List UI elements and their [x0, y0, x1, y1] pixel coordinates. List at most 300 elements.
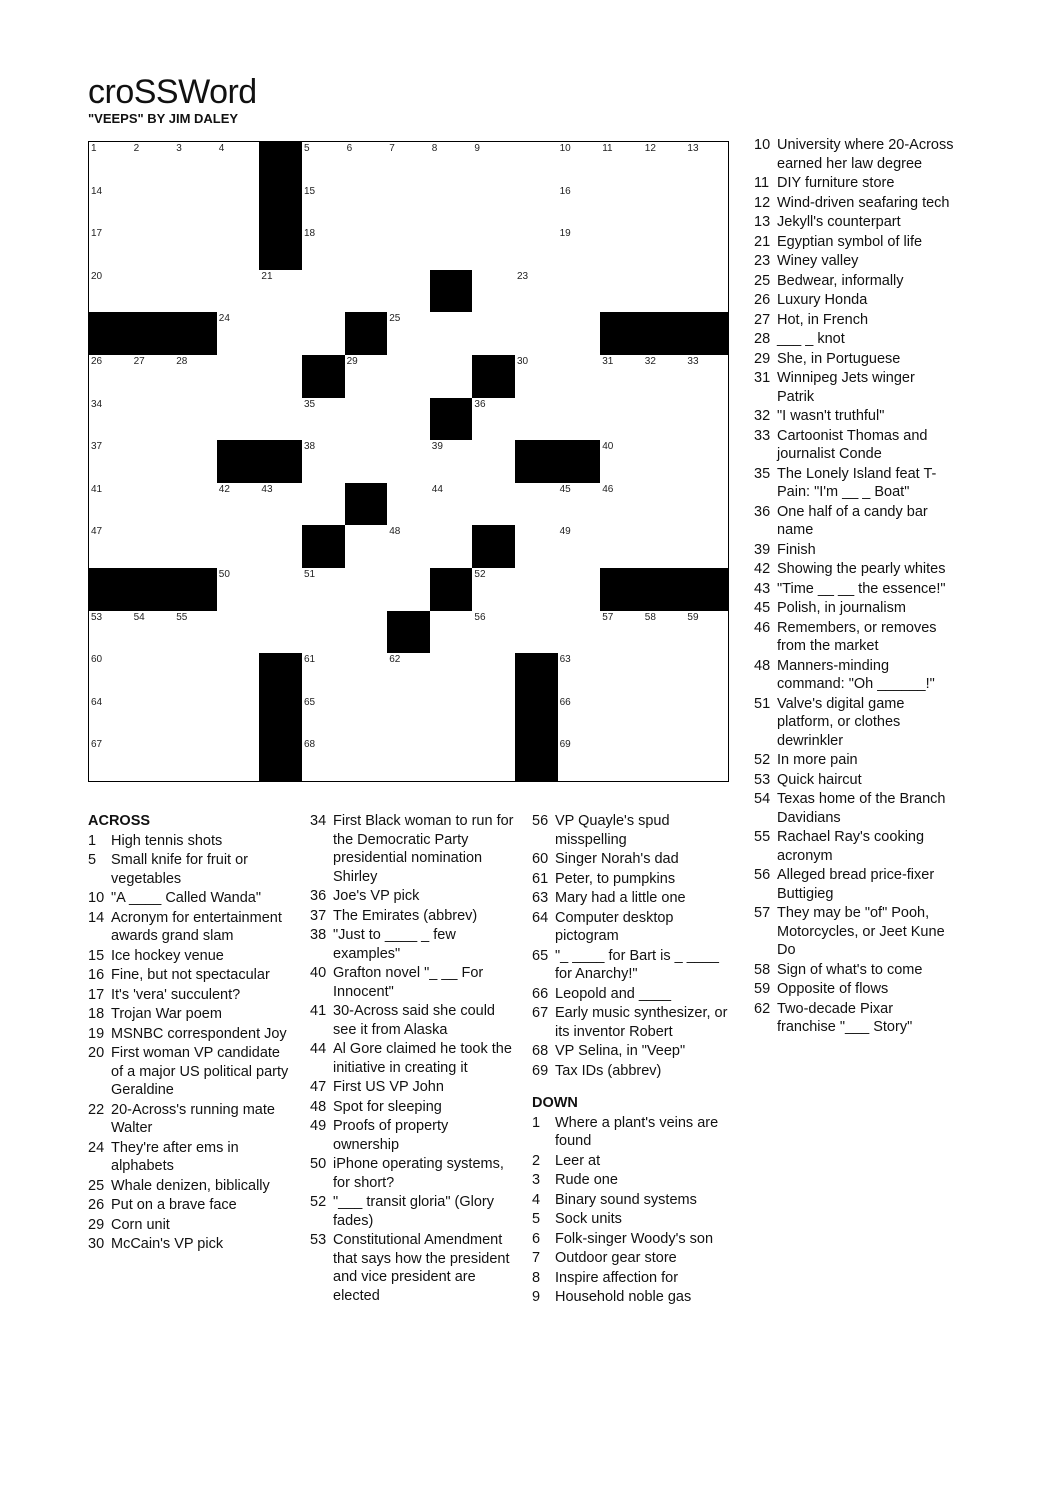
grid-cell[interactable] — [259, 312, 303, 356]
clue-number: 15 — [88, 947, 105, 964]
clue-number: 22 — [88, 1101, 105, 1118]
clue-number: 34 — [310, 813, 327, 829]
cell-number: 4 — [218, 143, 225, 154]
grid-cell[interactable] — [600, 270, 644, 314]
grid-cell[interactable] — [174, 355, 218, 399]
grid-cell[interactable] — [387, 355, 431, 399]
grid-cell[interactable] — [685, 440, 728, 484]
grid-cell[interactable] — [600, 525, 644, 569]
clue-item — [88, 1196, 293, 1215]
grid-cell[interactable] — [643, 398, 687, 442]
clue-text: Peter, to pumpkins — [555, 870, 676, 887]
clue-text: It's 'vera' succulent? — [111, 986, 241, 1003]
grid-cell[interactable] — [472, 185, 516, 229]
cell-number: 29 — [346, 356, 358, 367]
clue-item — [754, 657, 954, 694]
clue-item — [532, 909, 737, 946]
clue-item — [310, 887, 515, 906]
clue-number: 49 — [310, 1118, 327, 1134]
clue-item — [754, 136, 954, 173]
grid-cell[interactable] — [132, 270, 176, 314]
clue-text: 30-Across said she could see it from Alaska — [333, 1003, 495, 1038]
grid-cell[interactable] — [89, 738, 133, 781]
cell-number: 9 — [474, 143, 480, 154]
grid-cell[interactable] — [685, 738, 728, 781]
grid-cell[interactable] — [558, 738, 602, 781]
clue-item — [88, 889, 293, 908]
grid-cell[interactable] — [387, 270, 431, 314]
grid-cell[interactable] — [345, 440, 389, 484]
grid-cell[interactable] — [472, 312, 516, 356]
clue-item — [532, 1191, 737, 1210]
grid-cell[interactable] — [132, 398, 176, 442]
grid-cell[interactable] — [387, 227, 431, 271]
grid-cell[interactable] — [259, 611, 303, 655]
clue-item — [88, 966, 293, 985]
grid-cell[interactable] — [558, 525, 602, 569]
clue-item — [754, 751, 954, 770]
clue-number: 48 — [310, 1098, 327, 1115]
clue-number: 69 — [532, 1062, 549, 1079]
clue-number: 8 — [532, 1269, 541, 1286]
grid-cell[interactable] — [132, 185, 176, 229]
cell-number: 34 — [91, 398, 103, 410]
clue-text: Valve's digital game platform, or clothes dewrinkler — [777, 695, 905, 749]
grid-cell[interactable] — [302, 611, 346, 655]
grid-cell[interactable] — [387, 185, 431, 229]
grid-cell[interactable] — [430, 440, 474, 484]
grid-cell[interactable] — [472, 227, 516, 271]
grid-cell[interactable] — [558, 696, 602, 740]
cell-number: 46 — [602, 483, 614, 495]
grid-cell[interactable] — [643, 185, 687, 229]
grid-cell[interactable] — [558, 483, 602, 527]
cell-number: 10 — [559, 143, 571, 154]
grid-cell[interactable] — [515, 568, 559, 612]
grid-cell[interactable] — [345, 696, 389, 740]
cell-number: 44 — [431, 483, 443, 495]
grid-cell[interactable] — [515, 483, 559, 527]
clue-text: Bedwear, informally — [777, 272, 904, 289]
grid-cell[interactable] — [89, 696, 133, 740]
grid-cell[interactable] — [558, 611, 602, 655]
grid-cell[interactable] — [515, 270, 559, 314]
clue-number: 27 — [754, 311, 771, 328]
grid-cell[interactable] — [643, 355, 687, 399]
grid-cell[interactable] — [558, 270, 602, 314]
clue-number: 1 — [532, 1114, 541, 1131]
grid-cell[interactable] — [174, 525, 218, 569]
clue-text: Acronym for entertainment awards grand slam — [111, 909, 282, 944]
clue-item — [532, 1042, 737, 1061]
grid-cell[interactable] — [558, 312, 602, 356]
black-square — [558, 440, 602, 484]
grid-cell[interactable] — [217, 312, 261, 356]
clues-column-3 — [532, 812, 737, 1308]
grid-cell[interactable] — [345, 227, 389, 271]
black-square — [430, 270, 474, 314]
grid-cell[interactable] — [345, 270, 389, 314]
clue-item — [532, 1288, 737, 1307]
grid-cell[interactable] — [600, 355, 644, 399]
grid-cell[interactable] — [217, 270, 261, 314]
grid-cell[interactable] — [345, 525, 389, 569]
grid-cell[interactable] — [302, 185, 346, 229]
grid-cell[interactable] — [174, 696, 218, 740]
grid-cell[interactable] — [685, 483, 728, 527]
grid-cell[interactable] — [89, 142, 133, 186]
grid-cell[interactable] — [600, 440, 644, 484]
clue-number: 14 — [88, 909, 105, 926]
grid-cell[interactable] — [643, 483, 687, 527]
black-square — [302, 355, 346, 399]
grid-cell[interactable] — [132, 696, 176, 740]
clue-text: Texas home of the Branch Davidians — [777, 791, 946, 826]
grid-cell[interactable] — [558, 185, 602, 229]
grid-cell[interactable] — [345, 185, 389, 229]
grid-cell[interactable] — [472, 611, 516, 655]
grid-cell[interactable] — [430, 355, 474, 399]
clue-text: Egyptian symbol of life — [777, 233, 923, 250]
black-square — [217, 440, 261, 484]
grid-cell[interactable] — [217, 483, 261, 527]
grid-cell[interactable] — [132, 440, 176, 484]
grid-cell[interactable] — [643, 227, 687, 271]
grid-cell[interactable] — [174, 398, 218, 442]
grid-cell[interactable] — [259, 398, 303, 442]
clue-text: 20-Across's running mate Walter — [111, 1101, 275, 1136]
clue-item — [532, 889, 737, 908]
grid-cell[interactable] — [217, 568, 261, 612]
grid-cell[interactable] — [558, 568, 602, 612]
grid-cell[interactable] — [345, 738, 389, 781]
grid-cell[interactable] — [217, 227, 261, 271]
grid-cell[interactable] — [558, 355, 602, 399]
grid-cell[interactable] — [302, 696, 346, 740]
grid-cell[interactable] — [472, 398, 516, 442]
grid-cell[interactable] — [387, 440, 431, 484]
grid-cell[interactable] — [302, 227, 346, 271]
grid-cell[interactable] — [174, 738, 218, 781]
clue-item — [532, 1004, 737, 1041]
grid-cell[interactable] — [685, 696, 728, 740]
clue-text: "A ____ Called Wanda" — [111, 890, 262, 906]
grid-cell[interactable] — [643, 270, 687, 314]
black-square — [345, 312, 389, 356]
grid-cell[interactable] — [259, 483, 303, 527]
grid-cell[interactable] — [558, 398, 602, 442]
clue-number: 21 — [754, 233, 771, 250]
grid-cell[interactable] — [387, 738, 431, 781]
grid-cell[interactable] — [685, 355, 728, 399]
clue-item — [754, 194, 954, 213]
grid-cell[interactable] — [387, 525, 431, 569]
clue-number: 24 — [88, 1139, 105, 1156]
grid-cell[interactable] — [430, 653, 474, 697]
grid-cell[interactable] — [472, 738, 516, 781]
cell-number: 26 — [91, 356, 103, 367]
grid-cell[interactable] — [515, 312, 559, 356]
grid-cell[interactable] — [430, 525, 474, 569]
grid-cell[interactable] — [643, 653, 687, 697]
grid-cell[interactable] — [600, 483, 644, 527]
grid-cell[interactable] — [259, 270, 303, 314]
grid-cell[interactable] — [472, 696, 516, 740]
grid-cell[interactable] — [430, 611, 474, 655]
down-clues-column-2 — [754, 136, 954, 1038]
grid-cell[interactable] — [387, 142, 431, 186]
grid-cell[interactable] — [89, 611, 133, 655]
grid-cell[interactable] — [302, 440, 346, 484]
clue-item — [754, 1000, 954, 1037]
grid-cell[interactable] — [132, 142, 176, 186]
grid-cell[interactable] — [302, 653, 346, 697]
grid-cell[interactable] — [685, 270, 728, 314]
grid-cell[interactable] — [685, 185, 728, 229]
grid-cell[interactable] — [174, 270, 218, 314]
clue-item — [532, 985, 737, 1004]
across-heading: ACROSS — [88, 813, 151, 829]
grid-cell[interactable] — [430, 738, 474, 781]
grid-cell[interactable] — [515, 227, 559, 271]
grid-cell[interactable] — [259, 568, 303, 612]
clue-item — [754, 272, 954, 291]
black-square — [259, 738, 303, 781]
clue-number: 9 — [532, 1289, 541, 1305]
black-square — [132, 312, 176, 356]
grid-cell[interactable] — [217, 611, 261, 655]
cell-number: 41 — [91, 483, 103, 495]
cell-number: 23 — [517, 270, 529, 282]
grid-cell[interactable] — [643, 738, 687, 781]
grid-cell[interactable] — [387, 653, 431, 697]
grid-cell[interactable] — [600, 142, 644, 186]
cell-number: 15 — [304, 185, 316, 197]
grid-cell[interactable] — [174, 142, 218, 186]
cell-number: 31 — [602, 356, 614, 367]
grid-cell[interactable] — [345, 398, 389, 442]
grid-cell[interactable] — [685, 227, 728, 271]
grid-cell[interactable] — [89, 653, 133, 697]
clue-text: Rude one — [555, 1172, 618, 1188]
cell-number: 38 — [304, 441, 316, 453]
cell-number: 19 — [559, 228, 571, 240]
black-square — [345, 483, 389, 527]
black-square — [259, 227, 303, 271]
cell-number: 30 — [517, 356, 529, 367]
grid-cell[interactable] — [430, 312, 474, 356]
clue-text: Household noble gas — [555, 1289, 692, 1305]
black-square — [430, 398, 474, 442]
grid-cell[interactable] — [387, 398, 431, 442]
grid-cell[interactable] — [643, 142, 687, 186]
grid-cell[interactable] — [600, 738, 644, 781]
grid-cell[interactable] — [387, 696, 431, 740]
grid-cell[interactable] — [558, 227, 602, 271]
grid-cell[interactable] — [515, 611, 559, 655]
cell-number: 1 — [91, 143, 97, 154]
clue-item — [754, 828, 954, 865]
clue-number: 66 — [532, 985, 549, 1002]
grid-cell[interactable] — [259, 525, 303, 569]
grid-cell[interactable] — [217, 738, 261, 781]
grid-cell[interactable] — [558, 653, 602, 697]
grid-cell[interactable] — [643, 440, 687, 484]
grid-cell[interactable] — [345, 355, 389, 399]
grid-cell[interactable] — [515, 142, 559, 186]
grid-cell[interactable] — [89, 525, 133, 569]
grid-cell[interactable] — [217, 696, 261, 740]
grid-cell[interactable] — [132, 227, 176, 271]
grid-cell[interactable] — [302, 270, 346, 314]
grid-cell[interactable] — [345, 611, 389, 655]
grid-cell[interactable] — [132, 483, 176, 527]
clue-item — [754, 233, 954, 252]
grid-cell[interactable] — [685, 142, 728, 186]
grid-cell[interactable] — [217, 398, 261, 442]
grid-cell[interactable] — [430, 696, 474, 740]
cell-number: 49 — [559, 526, 571, 538]
grid-cell[interactable] — [472, 568, 516, 612]
clue-text: Two-decade Pixar franchise "___ Story" — [777, 1000, 913, 1035]
grid-cell[interactable] — [345, 568, 389, 612]
clue-item — [754, 961, 954, 980]
clue-number: 32 — [754, 408, 771, 424]
clue-text: First Black woman to run for the Democratic Party presidential nomination Shirley — [333, 813, 514, 885]
clue-text: Remembers, or removes from the market — [777, 619, 937, 654]
grid-cell[interactable] — [600, 611, 644, 655]
grid-cell[interactable] — [217, 355, 261, 399]
clue-text: Tax IDs (abbrev) — [555, 1062, 662, 1079]
grid-cell[interactable] — [472, 653, 516, 697]
clue-number: 18 — [88, 1006, 105, 1022]
grid-cell[interactable] — [89, 398, 133, 442]
clue-text: Wind-driven seafaring tech — [777, 194, 950, 211]
black-square — [685, 312, 728, 356]
grid-cell[interactable] — [387, 312, 431, 356]
grid-cell[interactable] — [430, 142, 474, 186]
grid-cell[interactable] — [600, 398, 644, 442]
clue-text: Leer at — [555, 1152, 601, 1169]
clue-item — [310, 1117, 515, 1154]
clue-item — [754, 790, 954, 827]
grid-cell[interactable] — [174, 611, 218, 655]
clue-number: 10 — [88, 890, 105, 906]
grid-cell[interactable] — [302, 398, 346, 442]
grid-cell[interactable] — [89, 185, 133, 229]
clue-number: 19 — [88, 1025, 105, 1042]
clue-text: Winey valley — [777, 253, 859, 269]
grid-cell[interactable] — [217, 142, 261, 186]
grid-cell[interactable] — [259, 355, 303, 399]
clue-text: Opposite of flows — [777, 981, 889, 997]
black-square — [89, 312, 133, 356]
grid-cell[interactable] — [515, 398, 559, 442]
clue-item — [532, 1171, 737, 1190]
grid-cell[interactable] — [132, 355, 176, 399]
grid-cell[interactable] — [132, 525, 176, 569]
grid-cell[interactable] — [600, 227, 644, 271]
grid-cell[interactable] — [430, 185, 474, 229]
grid-cell[interactable] — [387, 483, 431, 527]
down-heading: DOWN — [532, 1095, 578, 1111]
grid-cell[interactable] — [472, 270, 516, 314]
grid-cell[interactable] — [345, 142, 389, 186]
grid-cell[interactable] — [132, 611, 176, 655]
clue-number: 29 — [754, 350, 771, 367]
grid-cell[interactable] — [89, 227, 133, 271]
puzzle-title: croSSWord — [88, 73, 257, 111]
cell-number: 35 — [304, 398, 316, 410]
grid-cell[interactable] — [600, 653, 644, 697]
grid-cell[interactable] — [472, 142, 516, 186]
grid-cell[interactable] — [430, 227, 474, 271]
grid-cell[interactable] — [643, 611, 687, 655]
grid-cell[interactable] — [558, 142, 602, 186]
grid-cell[interactable] — [643, 525, 687, 569]
grid-cell[interactable] — [685, 398, 728, 442]
grid-cell[interactable] — [515, 355, 559, 399]
grid-cell[interactable] — [302, 738, 346, 781]
grid-cell[interactable] — [217, 525, 261, 569]
clue-text: Showing the pearly whites — [777, 561, 946, 577]
grid-cell[interactable] — [89, 270, 133, 314]
grid-cell[interactable] — [302, 483, 346, 527]
grid-cell[interactable] — [600, 185, 644, 229]
grid-cell[interactable] — [472, 440, 516, 484]
grid-cell[interactable] — [387, 568, 431, 612]
cell-number: 69 — [559, 739, 571, 751]
clue-text: Singer Norah's dad — [555, 851, 679, 867]
grid-cell[interactable] — [643, 696, 687, 740]
grid-cell[interactable] — [302, 568, 346, 612]
clue-number: 7 — [532, 1250, 541, 1266]
grid-cell[interactable] — [515, 185, 559, 229]
grid-cell[interactable] — [217, 653, 261, 697]
grid-cell[interactable] — [89, 355, 133, 399]
cell-number: 13 — [687, 143, 699, 154]
clue-item — [754, 560, 954, 579]
grid-cell[interactable] — [472, 483, 516, 527]
grid-cell[interactable] — [685, 653, 728, 697]
clue-number: 55 — [754, 829, 771, 845]
clue-item — [754, 407, 954, 426]
grid-cell[interactable] — [174, 440, 218, 484]
grid-cell[interactable] — [132, 738, 176, 781]
clue-number: 50 — [310, 1156, 327, 1172]
grid-cell[interactable] — [430, 483, 474, 527]
grid-cell[interactable] — [174, 483, 218, 527]
grid-cell[interactable] — [345, 653, 389, 697]
grid-cell[interactable] — [685, 525, 728, 569]
grid-cell[interactable] — [132, 653, 176, 697]
grid-cell[interactable] — [685, 611, 728, 655]
grid-cell[interactable] — [89, 483, 133, 527]
grid-cell[interactable] — [174, 653, 218, 697]
cell-number: 57 — [602, 611, 614, 623]
grid-cell[interactable] — [174, 227, 218, 271]
grid-cell[interactable] — [174, 185, 218, 229]
grid-cell[interactable] — [217, 185, 261, 229]
grid-cell[interactable] — [89, 440, 133, 484]
clue-item — [754, 465, 954, 502]
grid-cell[interactable] — [302, 142, 346, 186]
grid-cell[interactable] — [302, 312, 346, 356]
grid-cell[interactable] — [600, 696, 644, 740]
grid-cell[interactable] — [515, 525, 559, 569]
cell-number: 64 — [91, 696, 103, 708]
clue-item — [754, 980, 954, 999]
